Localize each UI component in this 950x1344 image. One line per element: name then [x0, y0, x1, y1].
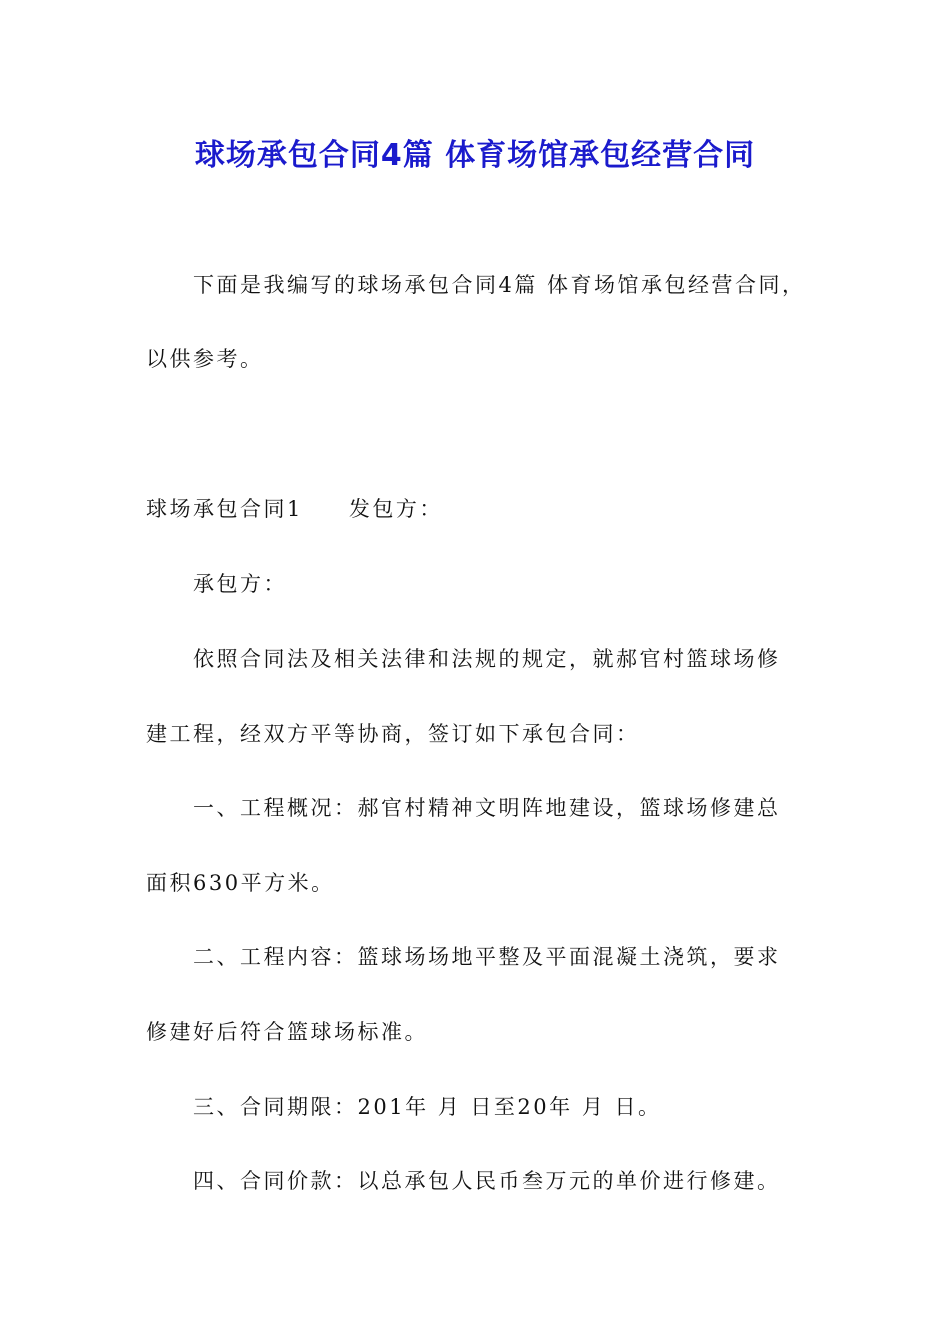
clause-2-line-1: 二、工程内容：篮球场场地平整及平面混凝土浇筑，要求 — [193, 945, 781, 969]
party-a-label: 发包方： — [348, 497, 443, 521]
clause-2-line-2: 修建好后符合篮球场标准。 — [146, 1020, 428, 1044]
clause-4: 四、合同价款：以总承包人民币叁万元的单价进行修建。 — [193, 1169, 781, 1193]
clause-3: 三、合同期限：201年 月 日至20年 月 日。 — [193, 1095, 662, 1119]
intro-line-2: 以供参考。 — [146, 347, 264, 371]
section-heading-row — [146, 499, 443, 520]
preamble-line-1: 依照合同法及相关法律和法规的规定，就郝官村篮球场修 — [193, 647, 781, 671]
intro-line-1: 下面是我编写的球场承包合同4篇 体育场馆承包经营合同， — [193, 273, 806, 297]
party-b-label: 承包方： — [193, 572, 287, 596]
clause-1-line-2: 面积630平方米。 — [146, 871, 335, 895]
preamble-line-2: 建工程，经双方平等协商，签订如下承包合同： — [146, 722, 640, 746]
section-heading: 球场承包合同1 — [146, 497, 303, 521]
document-title: 球场承包合同4篇 体育场馆承包经营合同 — [194, 138, 756, 173]
clause-1-line-1: 一、工程概况：郝官村精神文明阵地建设，篮球场修建总 — [193, 796, 781, 820]
